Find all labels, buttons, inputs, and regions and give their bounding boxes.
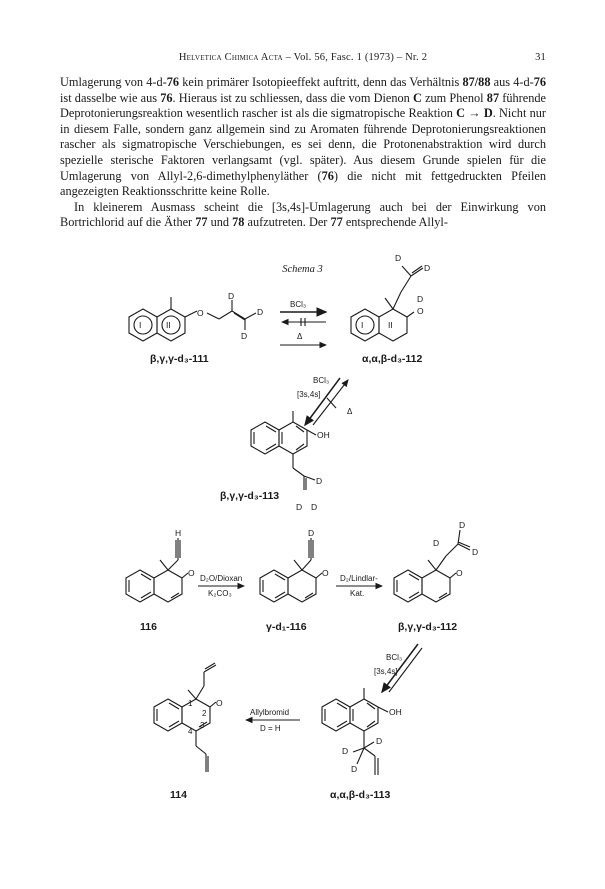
atom-d-111c: D xyxy=(241,331,248,341)
text-run: 77 xyxy=(195,215,208,230)
text-run: ist dasselbe wie aus xyxy=(60,90,161,105)
reagent-delta-1: Δ xyxy=(297,332,303,341)
label-112b: β,γ,γ-d₃-112 xyxy=(398,621,458,633)
reagent-dh: D = H xyxy=(260,724,281,733)
position-2: 2 xyxy=(202,709,207,718)
label-116: 116 xyxy=(140,621,157,633)
reagent-kat: Kat. xyxy=(350,589,365,598)
text-run: 76 xyxy=(533,75,546,89)
atom-d-112a1: D xyxy=(395,253,402,263)
text-run: . Nicht nur in diesem Falle, sondern ganz allgemein sind zu Aromaten führende Deprotonierungsreaktionen rascher als sigmatropische Verschiebungen, es sei denn, die Protonenabstraktion wird durch spezielle sterische Faktoren verlangsamt (vgl. später). Aus diesem Grunde spielen für die Umlagerung von Allyl-2,6-dimethylphenyläther ( xyxy=(60,106,546,183)
text-run: zum Phenol xyxy=(421,90,487,105)
atom-o-114: O xyxy=(216,698,223,708)
label-113a: β,γ,γ-d₃-113 xyxy=(220,490,280,502)
atom-d-112b3: D xyxy=(472,547,479,557)
position-4: 4 xyxy=(188,727,193,736)
reagent-allylbromid: Allylbromid xyxy=(250,708,290,717)
text-run: C xyxy=(456,106,466,121)
atom-oh-113b: OH xyxy=(389,707,402,717)
atom-oh-113a: OH xyxy=(317,430,330,440)
journal-name: Helvetica Chimica Acta xyxy=(178,52,283,63)
reagent-d2lindlar: D₂/Lindlar- xyxy=(340,574,378,583)
structure-114 xyxy=(154,663,216,772)
text-run: entsprechende Allyl- xyxy=(342,215,448,230)
position-1: 1 xyxy=(188,699,193,708)
ring-label-1: I xyxy=(139,320,142,330)
text-run: C xyxy=(412,90,422,105)
text-run: → xyxy=(465,106,484,121)
atom-d-113b3: D xyxy=(351,764,358,774)
atom-d-112a2: D xyxy=(424,263,431,273)
reagent-d2o: D₂O/Dioxan xyxy=(200,574,243,583)
text-run: und xyxy=(207,215,233,230)
text-run: 78 xyxy=(232,215,245,230)
structure-112b xyxy=(394,530,470,602)
reagent-k2co3: K₂CO₃ xyxy=(208,589,232,598)
journal-issue: – Vol. 56, Fasc. 1 (1973) – Nr. 2 xyxy=(285,52,428,63)
text-run: aufzutreten. Der xyxy=(244,215,331,230)
ring-label-2: II xyxy=(166,320,171,330)
atom-d-113a3: D xyxy=(311,502,318,512)
text-run: In kleinerem Ausmass scheint die [3s,4s]-Umlagerung auch bei der Einwirkung von Bortrichlorid auf die Äther xyxy=(60,199,546,230)
atom-o-111: O xyxy=(197,308,204,318)
text-run: Umlagerung von 4-d- xyxy=(60,75,167,89)
text-run: kein primärer Isotopieeffekt auftritt, denn das Verhältnis xyxy=(179,75,463,89)
text-run: aus 4-d- xyxy=(490,75,534,89)
atom-d-113b2: D xyxy=(376,736,383,746)
atom-d-111b: D xyxy=(257,307,264,317)
text-run: 76 xyxy=(321,168,334,183)
label-111: β,γ,γ-d₃-111 xyxy=(150,353,209,365)
ring-label-2b: II xyxy=(388,320,393,330)
atom-d-113a1: D xyxy=(316,476,323,486)
label-113b: α,α,β-d₃-113 xyxy=(330,789,391,801)
atom-d-112a3: D xyxy=(417,294,424,304)
atom-h-116: H xyxy=(175,528,182,538)
text-run: . Hieraus ist zu schliessen, dass die vom Dienon xyxy=(172,90,413,105)
text-run: D xyxy=(483,106,493,121)
text-run: 76 xyxy=(160,90,173,105)
atom-o-116d: O xyxy=(322,568,329,578)
atom-d-113a2: D xyxy=(296,502,303,512)
structure-113b xyxy=(322,688,388,775)
atom-o-112a: O xyxy=(417,306,424,316)
atom-d-111a: D xyxy=(228,291,235,301)
position-3: 3 xyxy=(200,721,205,730)
atom-d-112b1: D xyxy=(459,520,466,530)
structure-116d xyxy=(260,538,322,602)
atom-d-116d: D xyxy=(308,528,315,538)
label-114: 114 xyxy=(170,789,187,801)
text-run: führende Deprotonierungsreaktion wesentlich rascher ist als die sigmatropische Reaktion xyxy=(60,90,546,121)
structure-116 xyxy=(126,538,188,602)
atom-o-112b: O xyxy=(456,568,463,578)
reagent-bcl3-3: BCl₃ xyxy=(386,653,403,662)
text-run: 87 xyxy=(486,90,500,105)
reagent-3s4s-1: [3s,4s] xyxy=(297,390,321,399)
ring-label-1b: I xyxy=(361,320,364,330)
atom-d-113b1: D xyxy=(342,746,349,756)
text-run: 87/88 xyxy=(462,75,491,89)
label-112a: α,α,β-d₃-112 xyxy=(362,353,423,365)
atom-d-112b2: D xyxy=(433,538,440,548)
text-run: ) die nicht mit fettgedruckten Pfeilen angezeigten Reaktionsschritte keine Rolle. xyxy=(60,168,546,199)
text-run: 77 xyxy=(330,215,343,230)
text-run: 76 xyxy=(166,75,180,89)
scheme-title: Schema 3 xyxy=(282,264,323,275)
structure-111 xyxy=(129,297,256,341)
reagent-bcl3-1: BCl₃ xyxy=(290,300,307,309)
reagent-delta-2: Δ xyxy=(347,407,353,416)
page-number: 31 xyxy=(535,52,546,63)
reagent-3s4s-2: [3s,4s] xyxy=(374,667,398,676)
reagent-bcl3-2: BCl₃ xyxy=(313,376,330,385)
label-116d: γ-d₁-116 xyxy=(266,621,307,633)
atom-o-116: O xyxy=(188,568,195,578)
